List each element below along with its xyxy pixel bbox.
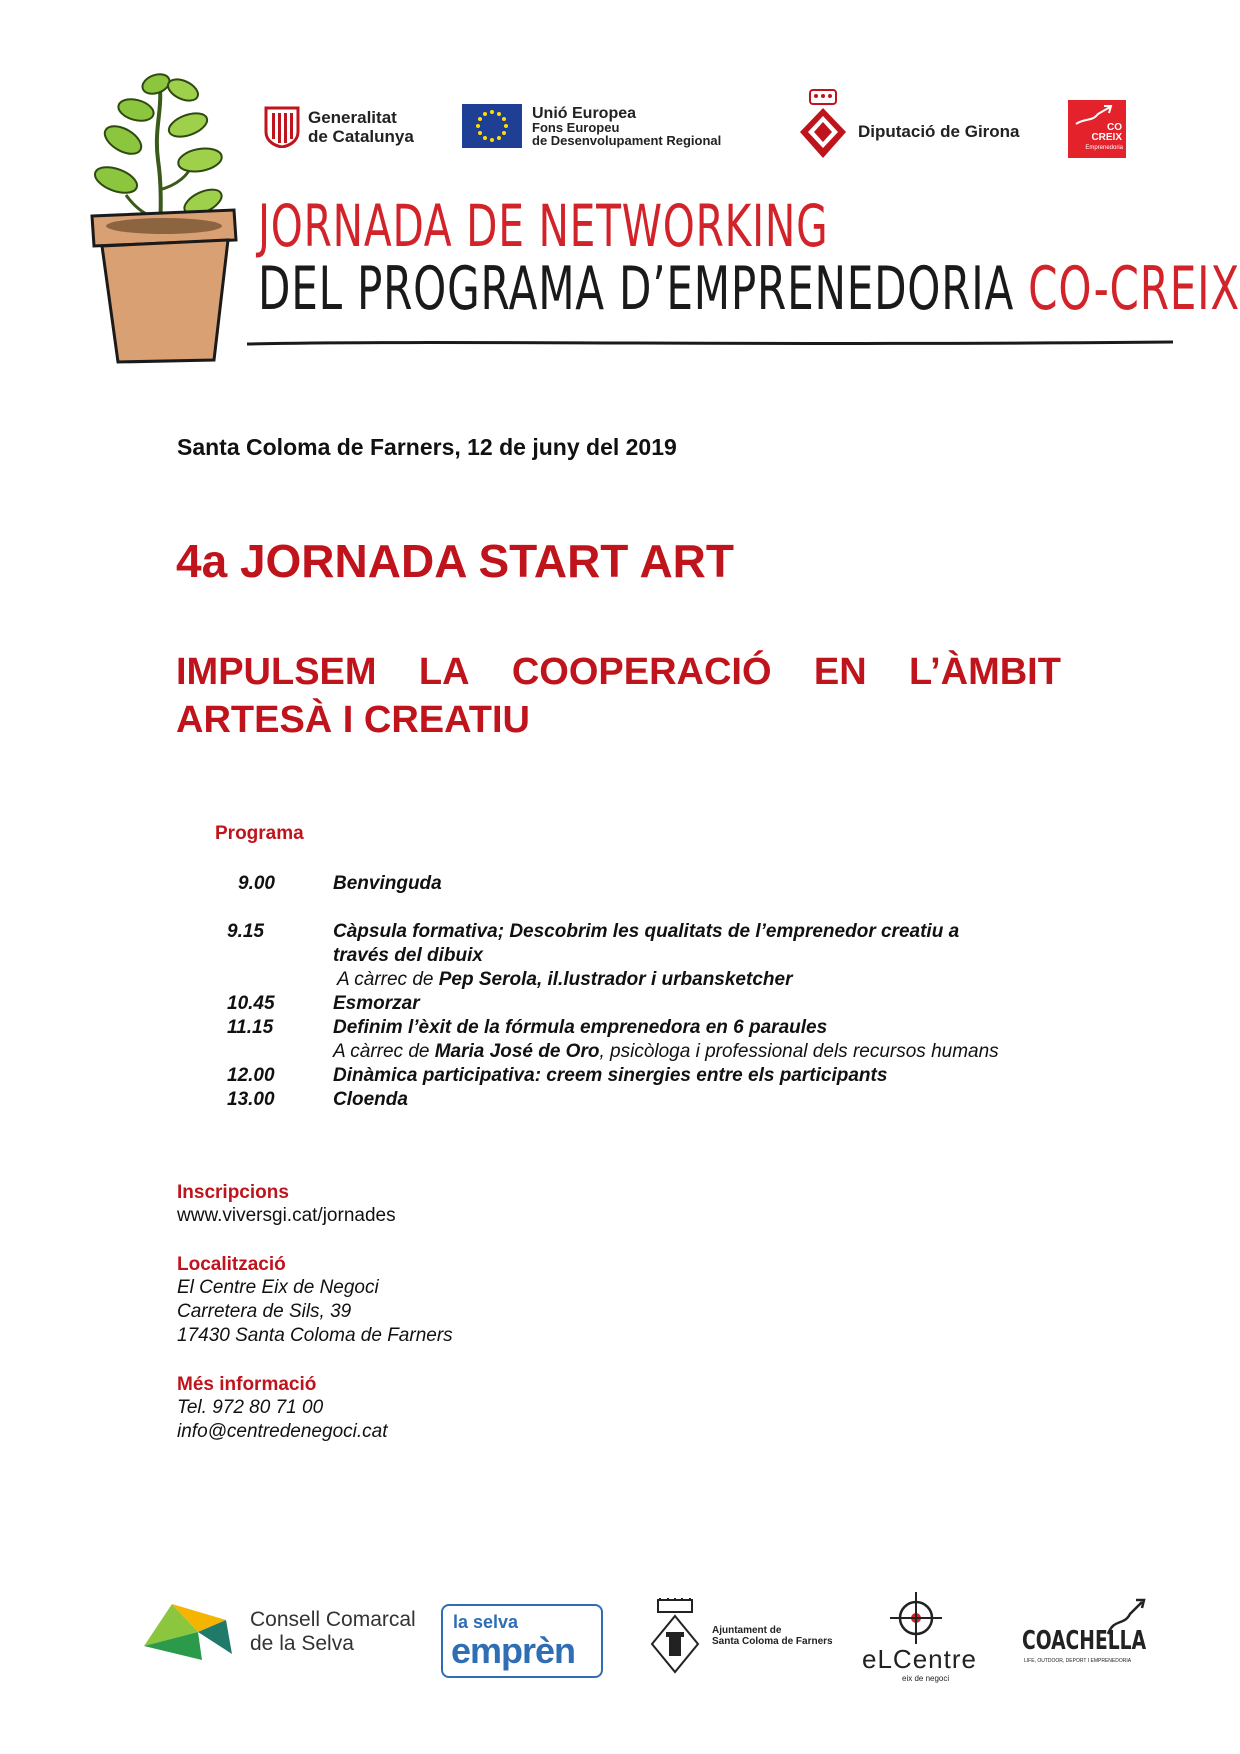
generalitat-logo	[264, 106, 414, 148]
plant-pot-illustration	[88, 70, 238, 365]
event-title: 4a JORNADA START ART	[176, 535, 734, 587]
eu-line1: Unió Europea	[532, 104, 637, 122]
address-line: El Centre Eix de Negoci	[177, 1277, 379, 1298]
program-speaker	[337, 968, 792, 992]
speaker-name: Pep Serola, il.lustrador i urbansketcher	[438, 969, 793, 990]
program-text: Esmorzar	[333, 993, 420, 1014]
selva-empren-logo	[441, 1604, 603, 1678]
el-centre-line2: eix de negoci	[902, 1674, 950, 1683]
diputacio-label: Diputació de Girona	[858, 122, 1020, 141]
phone-text: Tel. 972 80 71 00	[177, 1397, 324, 1418]
program-title: Programa	[215, 823, 304, 844]
program-time: 9.15	[227, 921, 264, 942]
program-text: Definim l’èxit de la fórmula emprenedora en 6 paraules	[333, 1017, 828, 1038]
ajuntament-logo	[650, 1598, 833, 1674]
header-title-line1: JORNADA DE NETWORKING	[258, 192, 829, 260]
ajuntament-crest-icon	[650, 1598, 700, 1674]
diputacio-crest-icon	[798, 88, 848, 160]
consell-line1: Consell Comarcal	[250, 1608, 416, 1631]
event-subtitle	[176, 648, 1061, 744]
program-text: Benvinguda	[333, 873, 442, 894]
header-title-line2	[258, 254, 1240, 324]
eu-flag-icon	[462, 104, 522, 148]
inscripcions-section	[177, 1182, 396, 1228]
coachella-line1: COACHELLA	[1022, 1626, 1147, 1656]
program-speaker	[333, 1040, 999, 1064]
program-time: 11.15	[227, 1017, 274, 1038]
program-time: 10.45	[227, 993, 275, 1014]
subtitle-word: IMPULSEM	[176, 651, 377, 693]
localitzacio-title: Localització	[177, 1254, 286, 1275]
program-time: 9.00	[238, 873, 275, 894]
consell-line2: de la Selva	[250, 1632, 354, 1655]
header-underline	[245, 336, 1175, 350]
eu-line3: de Desenvolupament Regional	[532, 132, 722, 148]
el-centre-line1: eLCentre	[862, 1644, 977, 1674]
subtitle-word: L’ÀMBIT	[908, 651, 1061, 693]
mes-info-section	[177, 1374, 387, 1444]
inscripcions-url[interactable]: www.viversgi.cat/jornades	[177, 1205, 396, 1226]
program-time: 12.00	[227, 1065, 275, 1086]
date-line: Santa Coloma de Farners, 12 de juny del 2019	[177, 434, 677, 460]
subtitle-word: EN	[813, 651, 867, 693]
cocreix-line1: CO	[1107, 122, 1122, 133]
eu-logo	[462, 104, 721, 148]
selva-line1: la selva	[453, 1612, 519, 1632]
localitzacio-section	[177, 1254, 453, 1348]
program-time: 13.00	[227, 1089, 275, 1110]
email-link[interactable]: info@centredenegoci.cat	[177, 1421, 388, 1442]
program-text: través del dibuix	[333, 945, 483, 966]
address-line: 17430 Santa Coloma de Farners	[177, 1325, 453, 1346]
address-line: Carretera de Sils, 39	[177, 1301, 352, 1322]
selva-line2: emprèn	[451, 1630, 576, 1671]
coachella-logo	[1022, 1596, 1152, 1676]
el-centre-logo	[858, 1588, 978, 1688]
speaker-prefix: A càrrec de	[337, 969, 434, 990]
generalitat-line2: de Catalunya	[308, 127, 414, 146]
speaker-prefix: A càrrec de	[333, 1041, 430, 1062]
subtitle-word: LA	[418, 651, 470, 693]
coachella-line2: LIFE, OUTDOOR, DEPORT I EMPRENEDORIA	[1024, 1658, 1132, 1664]
speaker-name: Maria José de Oro	[434, 1041, 600, 1062]
speaker-role: , psicòloga i professional dels recursos humans	[599, 1041, 999, 1062]
cocreix-line3: Emprenedoria	[1085, 145, 1123, 151]
ajuntament-line1: Ajuntament de	[712, 1625, 782, 1636]
ajuntament-line2: Santa Coloma de Farners	[712, 1636, 833, 1647]
mes-info-title: Més informació	[177, 1374, 317, 1395]
header-title-line2-red: CO-CREIX	[1028, 254, 1240, 324]
header-title-line2-dark: DEL PROGRAMA D’EMPRENEDORIA	[258, 254, 1015, 324]
inscripcions-title: Inscripcions	[177, 1182, 289, 1203]
eu-line2: Fons Europeu	[532, 119, 620, 135]
generalitat-line1: Generalitat	[308, 108, 397, 127]
cocreix-logo	[1068, 100, 1126, 158]
target-icon	[888, 1590, 944, 1646]
subtitle-line1	[176, 648, 1061, 696]
program-text: Càpsula formativa; Descobrim les qualitats de l’emprenedor creatiu a	[333, 921, 960, 942]
diputacio-logo	[798, 88, 1020, 160]
consell-leaf-icon	[142, 1602, 234, 1662]
program-text: Dinàmica participativa: creem sinergies entre els participants	[333, 1065, 888, 1086]
subtitle-word: COOPERACIÓ	[511, 651, 772, 693]
subtitle-line2: ARTESÀ I CREATIU	[176, 699, 530, 741]
cocreix-line2: CREIX	[1091, 132, 1122, 143]
generalitat-emblem-icon	[264, 106, 300, 148]
consell-comarcal-logo	[142, 1602, 416, 1662]
program-text: Cloenda	[333, 1089, 408, 1110]
